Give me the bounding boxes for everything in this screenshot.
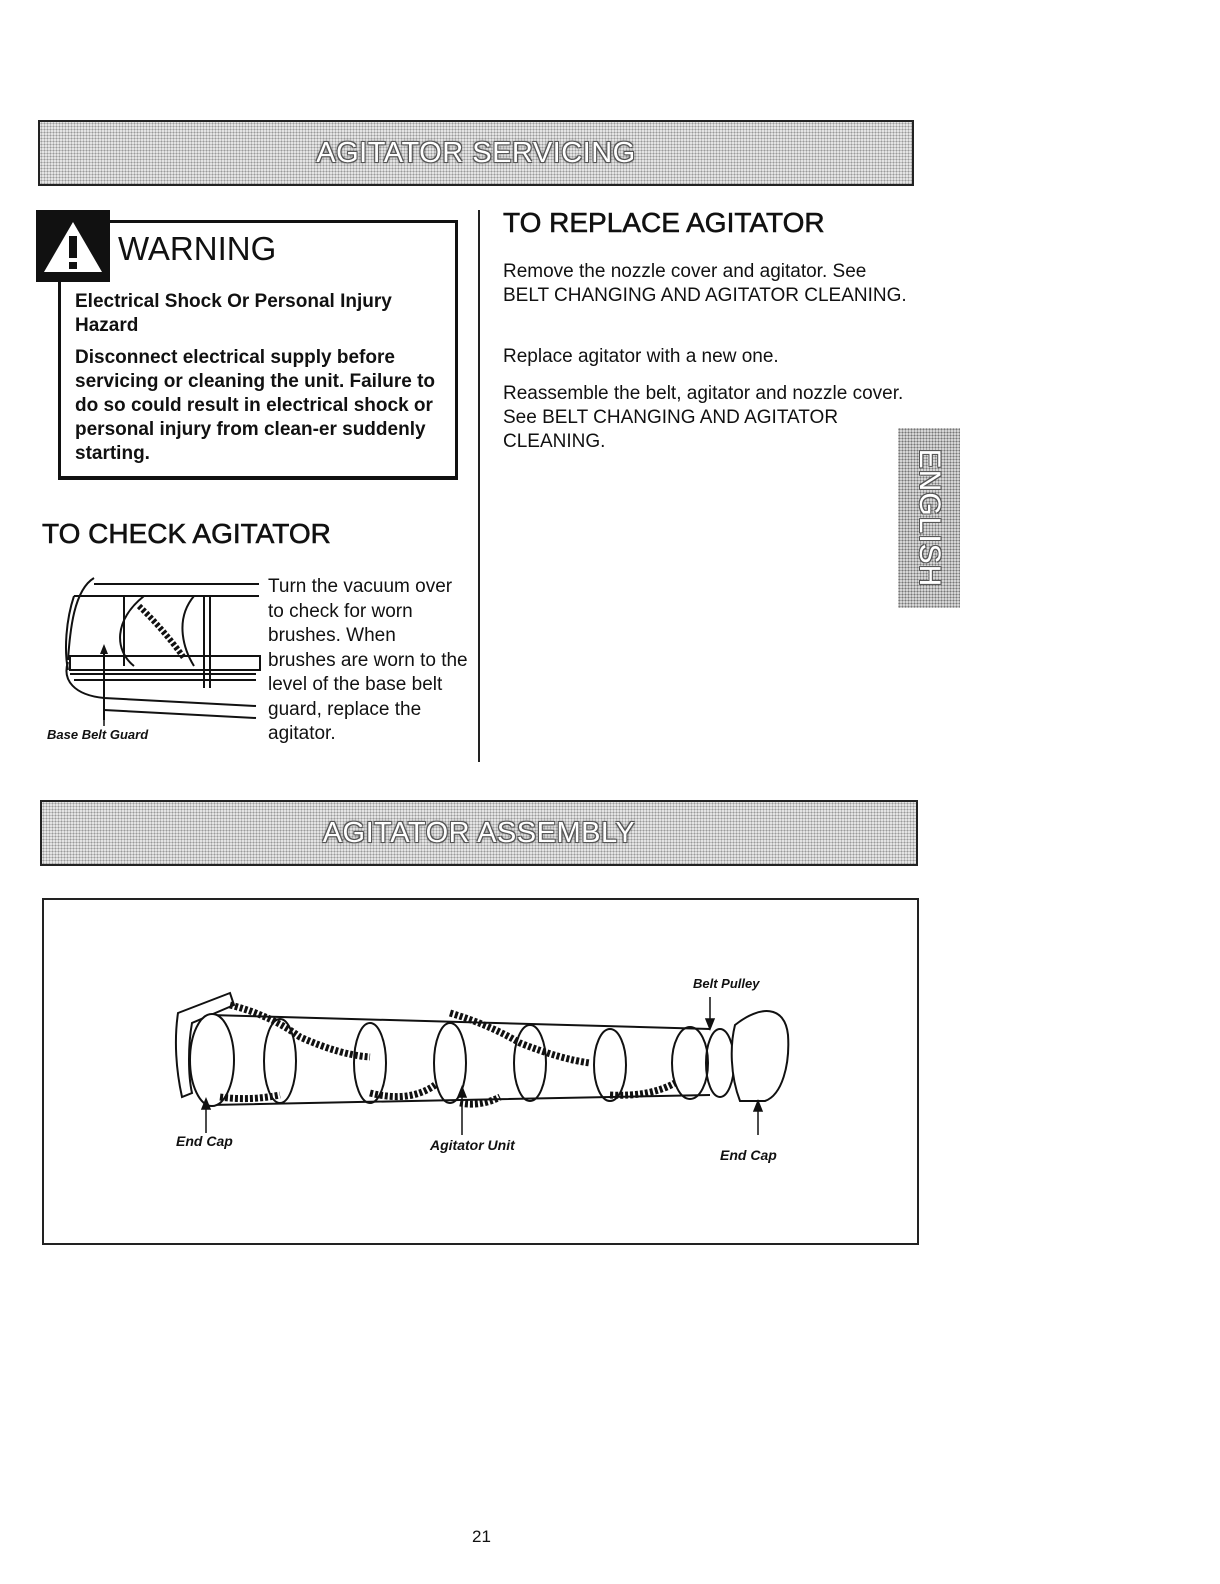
replace-agitator-heading: TO REPLACE AGITATOR — [503, 207, 825, 238]
check-agitator-illustration — [44, 570, 264, 730]
base-belt-guard-label: Base Belt Guard — [47, 727, 149, 742]
section-banner-servicing — [38, 120, 914, 186]
belt-pulley-label: Belt Pulley — [693, 976, 760, 991]
language-tab-label: ENGLISH — [913, 448, 946, 588]
page-number: 21 — [472, 1527, 491, 1546]
replace-step-3: Reassemble the belt, agitator and nozzle cover. See BELT CHANGING AND AGITATOR CLEANING. — [503, 383, 904, 452]
end-cap-right-label: End Cap — [720, 1147, 777, 1163]
section-title: AGITATOR SERVICING — [316, 136, 636, 169]
check-agitator-heading: TO CHECK AGITATOR — [42, 518, 331, 549]
section-banner-assembly — [40, 800, 918, 866]
column-divider — [478, 210, 480, 762]
end-cap-left-label: End Cap — [176, 1133, 233, 1149]
warning-title: WARNING — [118, 230, 277, 267]
check-agitator-text: Turn the vacuum over to check for worn brushes. When brushes are worn to the level of the base belt guard, replace the agitator. — [268, 576, 468, 744]
warning-body: Disconnect electrical supply before servicing or cleaning the unit. Failure to do so could result in electrical shock or personal injury from clean-er suddenly starting. — [75, 347, 436, 464]
warning-hazard: Electrical Shock Or Personal Injury Hazard — [75, 291, 392, 336]
agitator-unit-label: Agitator Unit — [430, 1137, 515, 1153]
replace-step-2: Replace agitator with a new one. — [503, 346, 779, 367]
warning-icon — [36, 210, 110, 282]
language-tab — [898, 428, 960, 608]
replace-step-1: Remove the nozzle cover and agitator. See BELT CHANGING AND AGITATOR CLEANING. — [503, 261, 907, 306]
agitator-assembly-illustration — [170, 985, 800, 1135]
section-title: AGITATOR ASSEMBLY — [322, 816, 636, 849]
